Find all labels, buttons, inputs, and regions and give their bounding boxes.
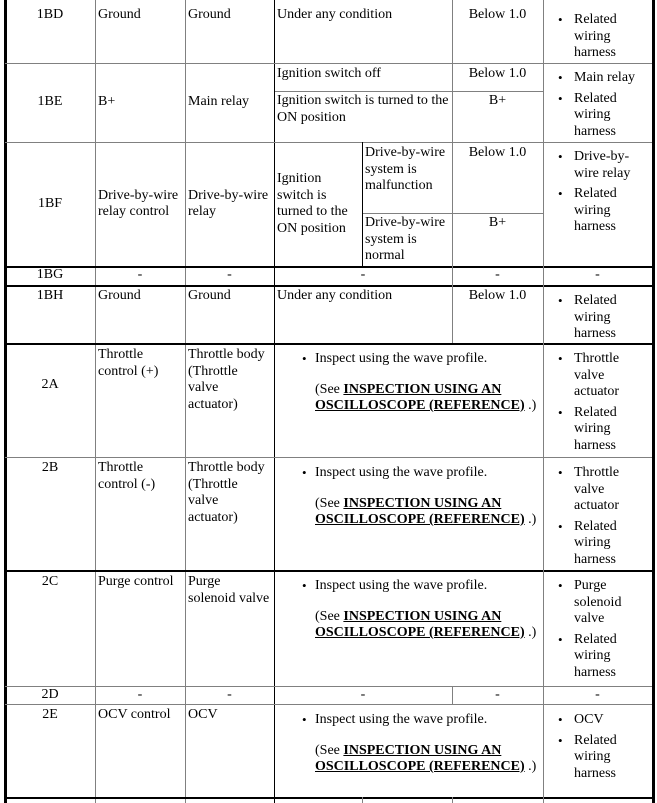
signal: Ground [98,288,141,303]
terminal [5,343,95,428]
possible-cause: - [595,687,600,702]
connected-to: - [227,267,232,282]
signal [95,63,185,142]
see-suffix: .) [524,398,537,413]
voltage: Below 1.0 [468,288,527,303]
cause-item: • Related wiring harness [546,405,649,455]
voltage: B+ [488,93,507,108]
possible-cause [543,147,652,242]
cause-item: • Related wiring harness [546,733,649,783]
signal-text: Drive-by-wire relay control [98,187,179,219]
condition-main-text: Ignition switch is turned to the ON position [277,171,348,236]
see-prefix: (See [315,381,344,397]
cause-item: • Related wiring harness [546,186,649,236]
see-prefix: (See [315,608,344,624]
oscilloscope-reference-link[interactable]: INSPECTION USING AN OSCILLOSCOPE (REFERENCE) [315,742,525,774]
condition: Ignition switch is turned to the ON position [277,93,449,125]
inspect-item: • Inspect using the wave profile. [277,712,540,729]
oscilloscope-reference-link[interactable]: INSPECTION USING AN OSCILLOSCOPE (REFERENCE) [315,608,525,640]
see-reference [277,382,540,415]
terminal-text: 2A [41,377,59,393]
table-right-border [652,0,655,803]
voltage: - [495,267,500,282]
possible-cause [543,710,652,788]
row-divider [5,797,652,799]
signal: Throttle control (+) [98,347,159,379]
inspect-item: • Inspect using the wave profile. [277,465,540,482]
voltage: Below 1.0 [468,145,527,160]
signal: Purge control [98,574,174,589]
voltage: - [495,687,500,702]
column-divider [452,797,453,803]
cause-item: • Throttle valve actuator [546,465,649,515]
see-suffix: .) [524,759,537,774]
terminal: 1BD [36,7,64,22]
condition: Ignition switch off [277,66,381,81]
terminal [5,142,95,266]
oscilloscope-reference-link[interactable]: INSPECTION USING AN OSCILLOSCOPE (REFERENCE) [315,381,525,413]
possible-cause [543,349,652,460]
cause-item: • Related wiring harness [546,12,649,62]
signal: Throttle control (-) [98,460,156,492]
signal: - [137,687,143,702]
terminal: 1BH [36,288,64,303]
possible-cause: - [595,267,600,282]
terminal-text: 1BE [37,94,63,110]
see-reference [277,496,540,529]
cause-item: • OCV [546,712,649,729]
condition: - [360,267,366,282]
signal: Ground [98,7,141,22]
terminal [5,63,95,142]
terminal: 2B [41,460,59,475]
see-reference [277,743,540,776]
see-reference [277,609,540,642]
connected-to: - [227,687,232,702]
voltage: B+ [488,215,507,230]
inspection [274,463,543,531]
see-prefix: (See [315,742,344,758]
signal [95,142,185,266]
inspect-item: • Inspect using the wave profile. [277,578,540,595]
connected-to: Throttle body (Throttle valve actuator) [188,460,265,525]
inspect-item: • Inspect using the wave profile. [277,351,540,368]
inspection [274,349,543,417]
terminal: 2D [41,687,59,702]
inspection [274,710,543,778]
cause-item: • Throttle valve actuator [546,351,649,401]
oscilloscope-reference-link[interactable]: INSPECTION USING AN OSCILLOSCOPE (REFERENCE) [315,495,525,527]
cause-item: • Purge solenoid valve [546,578,649,628]
condition: Under any condition [277,288,393,303]
condition-main [274,142,362,266]
connected-to: Ground [188,288,231,303]
column-divider [543,797,544,803]
voltage: Below 1.0 [468,7,527,22]
signal: OCV control [98,707,171,722]
condition: - [360,687,366,702]
connected-to: Ground [188,7,231,22]
cause-item: • Related wiring harness [546,519,649,569]
cause-item: • Drive-by-wire relay [546,149,649,182]
connected-to: OCV [188,707,218,722]
see-prefix: (See [315,495,344,511]
possible-cause [543,68,652,146]
cause-item: • Main relay [546,70,649,87]
cause-item: • Related wiring harness [546,91,649,141]
connected-to-text: Main relay [188,94,250,110]
cause-item: • Related wiring harness [546,632,649,682]
possible-cause [543,291,652,349]
condition: Under any condition [277,7,393,22]
signal: - [137,267,143,282]
terminal: 2C [41,574,59,589]
cause-item: • Related wiring harness [546,293,649,343]
condition: Drive-by-wire system is normal [365,215,446,263]
voltage: Below 1.0 [468,66,527,81]
see-suffix: .) [524,512,537,527]
possible-cause [543,10,652,68]
terminal: 1BG [36,267,64,282]
signal-text: B+ [98,94,116,110]
condition: Drive-by-wire system is malfunction [365,145,446,193]
connected-to: Throttle body (Throttle valve actuator) [188,347,265,412]
inspection [274,576,543,644]
connected-to [185,63,274,142]
see-suffix: .) [524,625,537,640]
possible-cause [543,576,652,687]
connected-to-text: Drive-by-wire relay [188,187,269,219]
connected-to [185,142,274,266]
column-divider [362,797,363,803]
connected-to: Purge solenoid valve [188,574,270,606]
terminal: 2E [42,707,58,722]
terminal-text: 1BF [37,195,63,211]
possible-cause [543,463,652,574]
